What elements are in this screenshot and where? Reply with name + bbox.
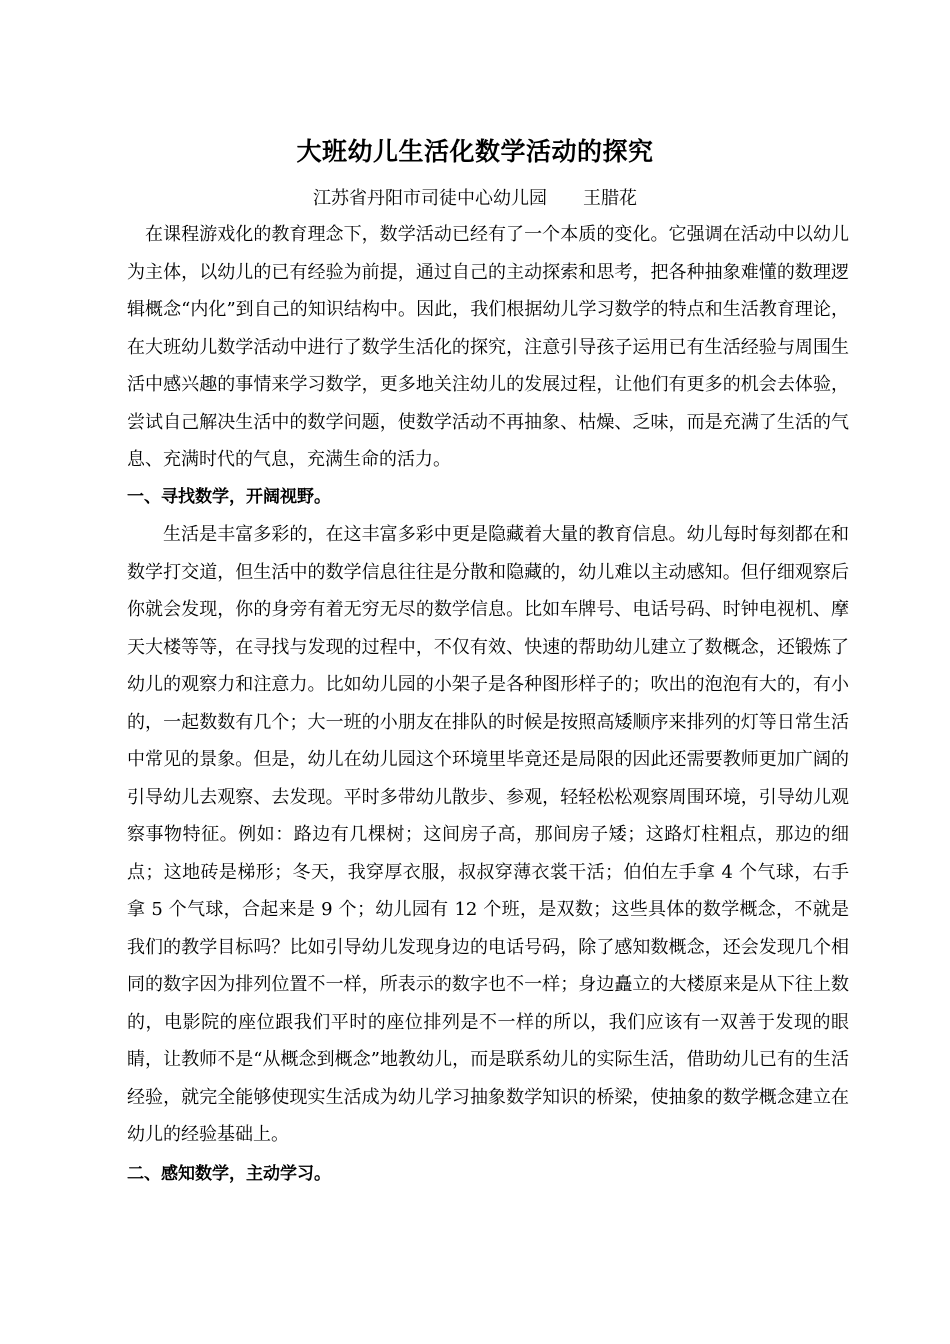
document-title: 大班幼儿生活化数学活动的探究 xyxy=(296,137,654,166)
section-heading-2: 二、感知数学，主动学习。 xyxy=(127,1163,331,1184)
intro-paragraph: 在课程游戏化的教育理念下，数学活动已经有了一个本质的变化。它强调在活动中以幼儿为主体，以幼儿的已有经验为前提，通过自己的主动探索和思考，把各种抽象难懂的数理逻辑概念“内化”到自己的知识结构中。因此，我们根据幼儿学习数学的特点和生活教育理论，在大班幼儿数学活动中进行了数学生活化的探究，注意引导孩子运用已有生活经验与周围生活中感兴趣的事情来学习数学，更多地关注幼儿的发展过程，让他们有更多的机会去体验，尝试自己解决生活中的数学问题，使数学活动不再抽象、枯燥、乏味，而是充满了生活的气息、充满时代的气息，充满生命的活力。 xyxy=(127,224,849,470)
author-organization: 江苏省丹阳市司徒中心幼儿园 xyxy=(313,188,547,209)
author-name: 王腊花 xyxy=(583,188,637,209)
author-line xyxy=(0,184,950,214)
document-body xyxy=(127,216,849,1193)
section-heading-1: 一、寻找数学，开阔视野。 xyxy=(127,486,331,507)
section-1-paragraph: 生活是丰富多彩的，在这丰富多彩中更是隐藏着大量的教育信息。幼儿每时每刻都在和数学打交道，但生活中的数学信息往往是分散和隐藏的，幼儿难以主动感知。但仔细观察后你就会发现，你的身旁有着无穷无尽的数学信息。比如车牌号、电话号码、时钟电视机、摩天大楼等等，在寻找与发现的过程中，不仅有效、快速的帮助幼儿建立了数概念，还锻炼了幼儿的观察力和注意力。比如幼儿园的小架子是各种图形样子的；吹出的泡泡有大的，有小的，一起数数有几个；大一班的小朋友在排队的时候是按照高矮顺序来排列的灯等日常生活中常见的景象。但是，幼儿在幼儿园这个环境里毕竟还是局限的因此还需要教师更加广阔的引导幼儿去观察、去发现。平时多带幼儿散步、参观，轻轻松松观察周围环境，引导幼儿观察事物特征。例如：路边有几棵树；这间房子高，那间房子矮；这路灯柱粗点，那边的细点；这地砖是梯形；冬天，我穿厚衣服，叔叔穿薄衣裳干活；伯伯左手拿 4 个气球，右手拿 5 个气球，合起来是 9 个；幼儿园有 12 个班，是双数；这些具体的数学概念，不就是我们的教学目标吗？比如引导幼儿发现身边的电话号码，除了感知数概念，还会发现几个相同的数字因为排列位置不一样，所表示的数字也不一样；身边矗立的大楼原来是从下往上数的，电影院的座位跟我们平时的座位排列是不一样的所以，我们应该有一双善于发现的眼睛，让教师不是“从概念到概念”地教幼儿，而是联系幼儿的实际生活，借助幼儿已有的生活经验，就完全能够使现实生活成为幼儿学习抽象数学知识的桥梁，使抽象的数学概念建立在幼儿的经验基础上。 xyxy=(127,524,849,1145)
